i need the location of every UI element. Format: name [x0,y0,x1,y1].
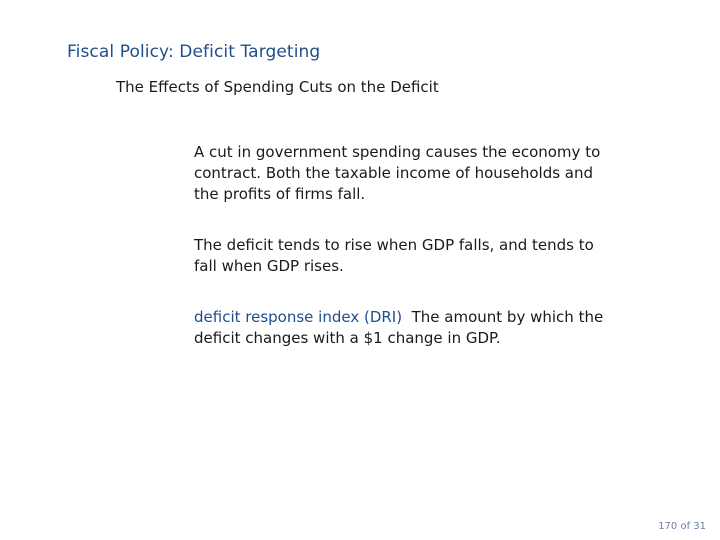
slide-title: Fiscal Policy: Deficit Targeting [67,42,321,62]
slide-body [194,142,604,349]
paragraph-economy-contraction: A cut in government spending causes the economy to contract. Both the taxable income of households and the profits of firms fall. [194,143,601,203]
definition-term: deficit response index (DRI) [194,308,403,326]
paragraph-deficit-gdp: The deficit tends to rise when GDP falls, and tends to fall when GDP rises. [194,236,594,275]
definition-dri [194,307,604,349]
definition-text: The amount by which the deficit changes with a $1 change in GDP. [194,308,604,347]
page-counter: 170 of 31 [658,521,706,532]
slide-subtitle: The Effects of Spending Cuts on the Deficit [116,78,439,96]
